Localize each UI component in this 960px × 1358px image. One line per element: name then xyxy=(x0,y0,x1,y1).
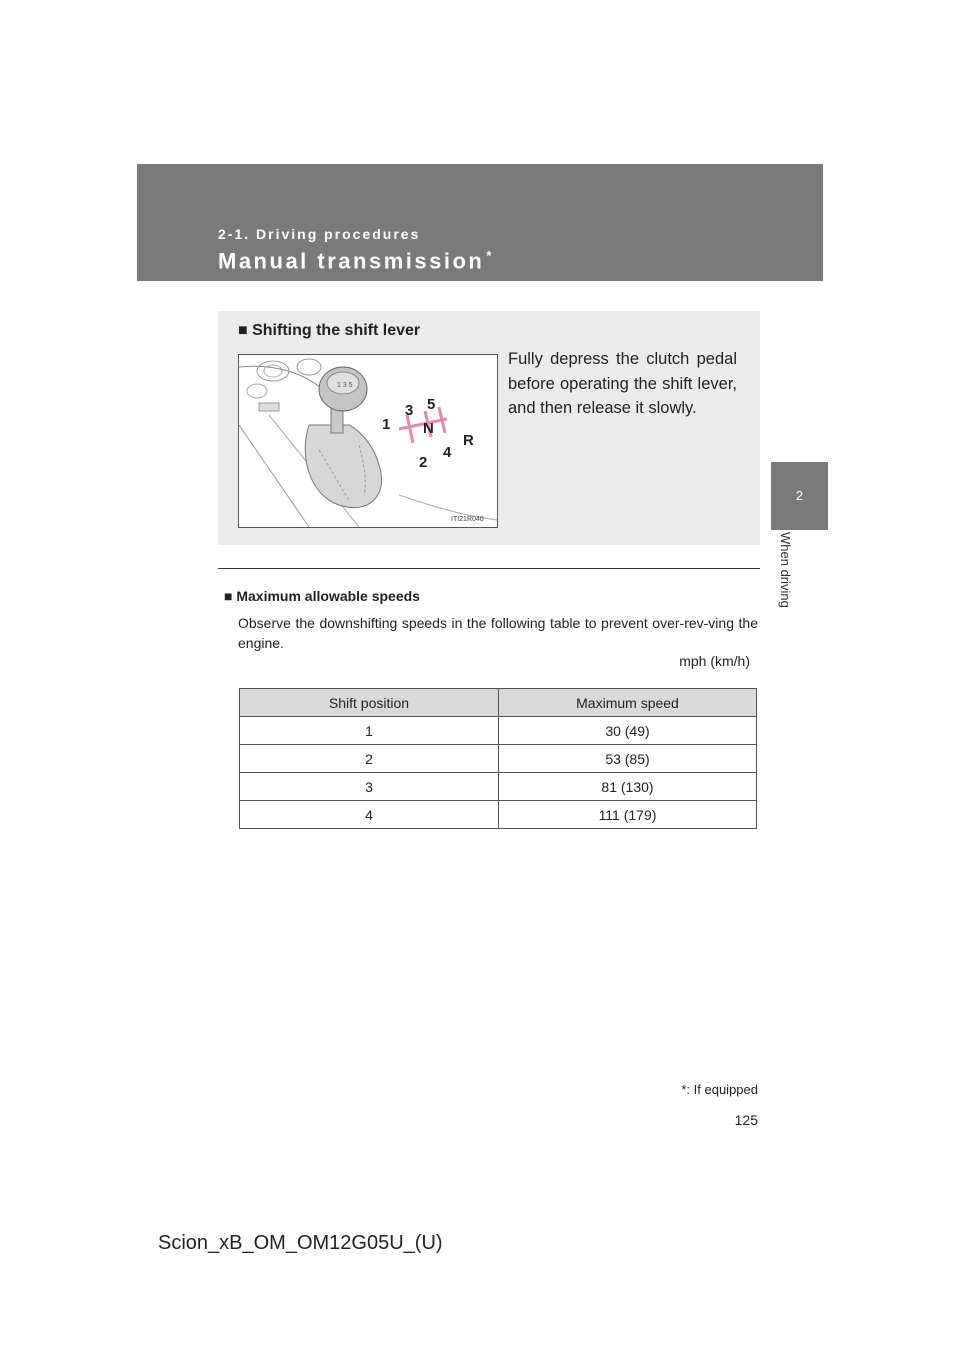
table-header-row xyxy=(240,689,757,717)
page-title-text: Manual transmission xyxy=(218,248,485,274)
max-speed-cell: 81 (130) xyxy=(499,773,757,801)
gear-label-2: 2 xyxy=(419,454,428,471)
illustration-code: ITI21R040 xyxy=(451,516,484,523)
speeds-paragraph: Observe the downshifting speeds in the following table to prevent over-rev-ving the engine. xyxy=(238,615,758,651)
chapter-label-text: When driving xyxy=(778,532,793,608)
header-maximum-speed: Maximum speed xyxy=(499,689,757,717)
page-title xyxy=(218,248,494,274)
shift-position-cell: 2 xyxy=(240,745,499,773)
shift-position-cell: 1 xyxy=(240,717,499,745)
gear-label-n: N xyxy=(423,420,434,437)
max-speed-cell: 53 (85) xyxy=(499,745,757,773)
shifting-instructions: Fully depress the clutch pedal before operating the shift lever, and then release it slowly. xyxy=(508,350,737,417)
table-row xyxy=(240,745,757,773)
section-label: 2-1. Driving procedures xyxy=(218,226,421,242)
gear-label-1: 1 xyxy=(382,416,391,433)
gear-label-r: R xyxy=(463,432,474,449)
table-row xyxy=(240,773,757,801)
shifting-heading: ■ Shifting the shift lever xyxy=(238,322,421,339)
svg-text:1 3 5: 1 3 5 xyxy=(337,382,353,389)
table-row xyxy=(240,801,757,829)
equipped-footnote: *: If equipped xyxy=(681,1082,758,1097)
section-divider xyxy=(218,568,760,569)
shift-position-cell: 3 xyxy=(240,773,499,801)
chapter-label xyxy=(770,532,800,642)
page-number: 125 xyxy=(734,1112,758,1128)
equipped-mark: * xyxy=(486,248,494,263)
max-speed-table xyxy=(239,688,757,829)
speed-unit: mph (km/h) xyxy=(679,653,750,669)
chapter-tab[interactable] xyxy=(771,462,828,530)
header-shift-position: Shift position xyxy=(240,689,499,717)
gear-label-3: 3 xyxy=(405,402,414,419)
table-row xyxy=(240,717,757,745)
shift-lever-drawing xyxy=(239,355,497,527)
max-speed-cell: 111 (179) xyxy=(499,801,757,829)
document-id: Scion_xB_OM_OM12G05U_(U) xyxy=(158,1232,443,1254)
speeds-heading: ■ Maximum allowable speeds xyxy=(224,588,420,604)
max-speed-cell: 30 (49) xyxy=(499,717,757,745)
shift-position-cell: 4 xyxy=(240,801,499,829)
shift-lever-illustration xyxy=(238,354,498,528)
chapter-number: 2 xyxy=(795,488,804,503)
gear-label-4: 4 xyxy=(443,444,452,461)
gear-label-5: 5 xyxy=(427,396,436,413)
